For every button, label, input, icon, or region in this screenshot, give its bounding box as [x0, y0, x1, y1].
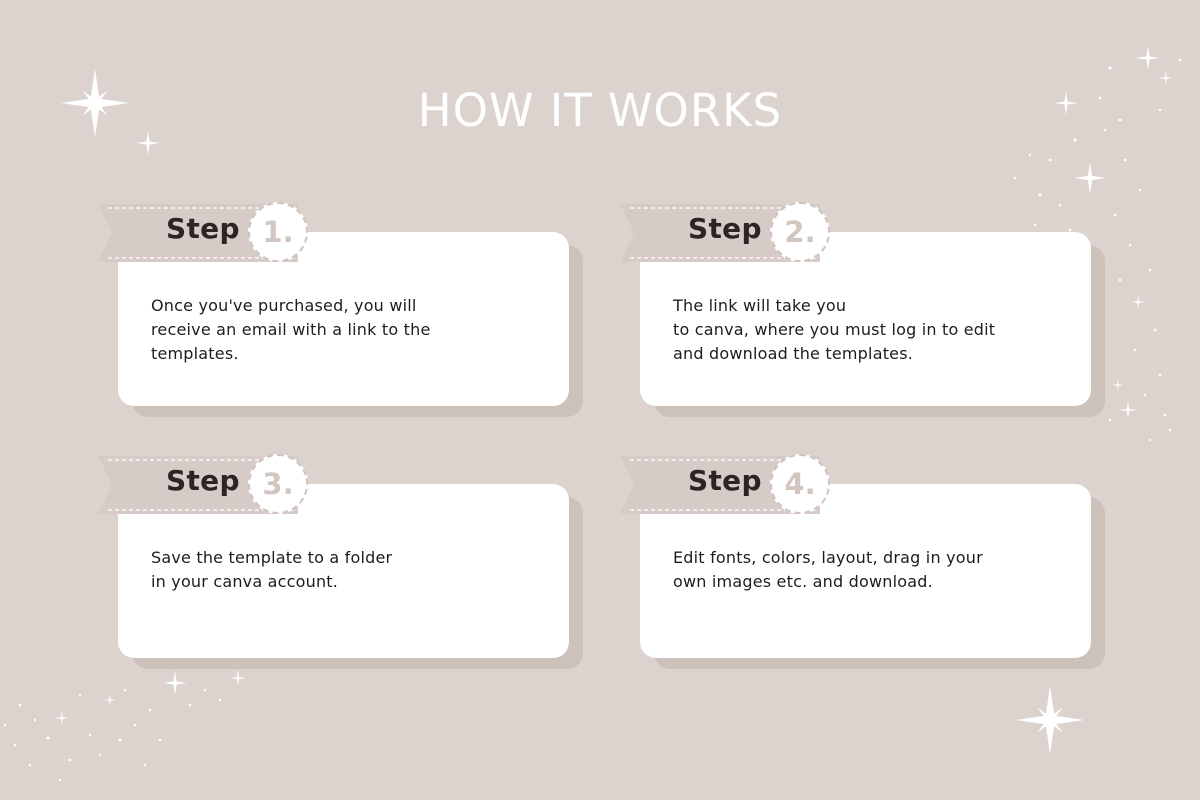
- step-number-badge: 2.: [770, 202, 830, 262]
- star-dust-icon: [4, 670, 246, 781]
- step-description: The link will take you to canva, where you must log in to edit and download the templates.: [673, 296, 996, 363]
- step-card-4: [640, 454, 1130, 669]
- step-ribbon: [620, 454, 855, 516]
- step-card-2: [640, 202, 1130, 417]
- step-number-badge: 3.: [248, 454, 308, 514]
- step-card-1: [118, 202, 608, 417]
- step-description: Once you've purchased, you will receive an email with a link to the templates.: [151, 296, 431, 363]
- sparkle-icon: [1016, 686, 1084, 754]
- step-ribbon: [98, 454, 333, 516]
- step-label: Step: [688, 212, 762, 245]
- page-title: HOW IT WORKS: [417, 84, 783, 137]
- step-description: Edit fonts, colors, layout, drag in your own images etc. and download.: [673, 548, 983, 591]
- step-description: Save the template to a folder in your canva account.: [151, 548, 393, 591]
- step-label: Step: [166, 464, 240, 497]
- step-label: Step: [166, 212, 240, 245]
- step-ribbon: [620, 202, 855, 264]
- step-label: Step: [688, 464, 762, 497]
- step-number-badge: 1.: [248, 202, 308, 262]
- step-ribbon: [98, 202, 333, 264]
- step-number-badge: 4.: [770, 454, 830, 514]
- step-card-3: [118, 454, 608, 669]
